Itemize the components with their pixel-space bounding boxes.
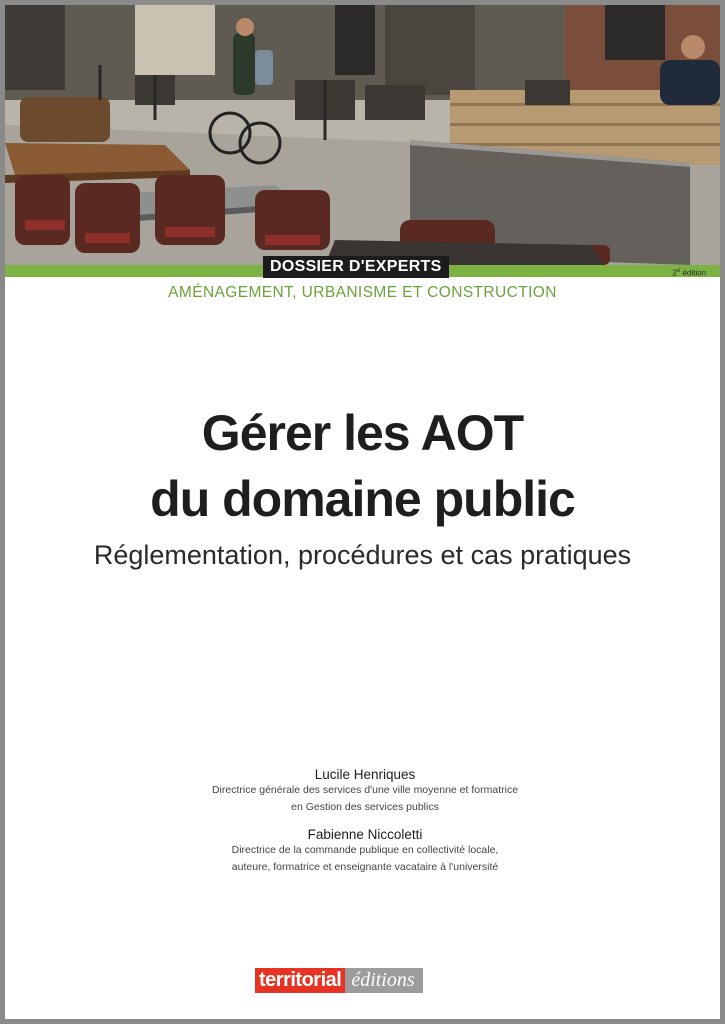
publisher-brand: territorial [255, 968, 345, 993]
publisher-logo [255, 968, 423, 993]
author-name: Lucile Henriques [314, 767, 416, 782]
author-role-line-1: Directrice générale des services d'une ville moyenne et formatrice [211, 784, 519, 796]
category-heading: AMÉNAGEMENT, URBANISME ET CONSTRUCTION [168, 284, 557, 301]
author-role-line-2: en Gestion des services publics [291, 801, 439, 813]
book-subtitle: Réglementation, procédures et cas pratiques [93, 540, 632, 570]
author-role-line-2: auteure, formatrice et enseignante vacataire à l'université [231, 861, 499, 873]
author-block-2 [155, 827, 575, 876]
author-name: Fabienne Niccoletti [307, 827, 423, 842]
edition-superscript: e [676, 268, 681, 274]
book-cover [5, 5, 720, 1019]
edition-label [672, 266, 706, 279]
terrace-illustration [5, 5, 720, 265]
book-title-line-1: Gérer les AOT [201, 405, 524, 461]
author-block-1 [155, 767, 575, 816]
cover-photo-street-terrace [5, 5, 720, 265]
author-role-line-1: Directrice de la commande publique en collectivité locale, [231, 844, 499, 856]
publisher-imprint: éditions [345, 968, 422, 993]
book-title-line-2: du domaine public [150, 471, 575, 527]
edition-number: 2 [672, 268, 677, 278]
series-label: DOSSIER D'EXPERTS [263, 256, 449, 278]
edition-word: édition [682, 268, 706, 278]
